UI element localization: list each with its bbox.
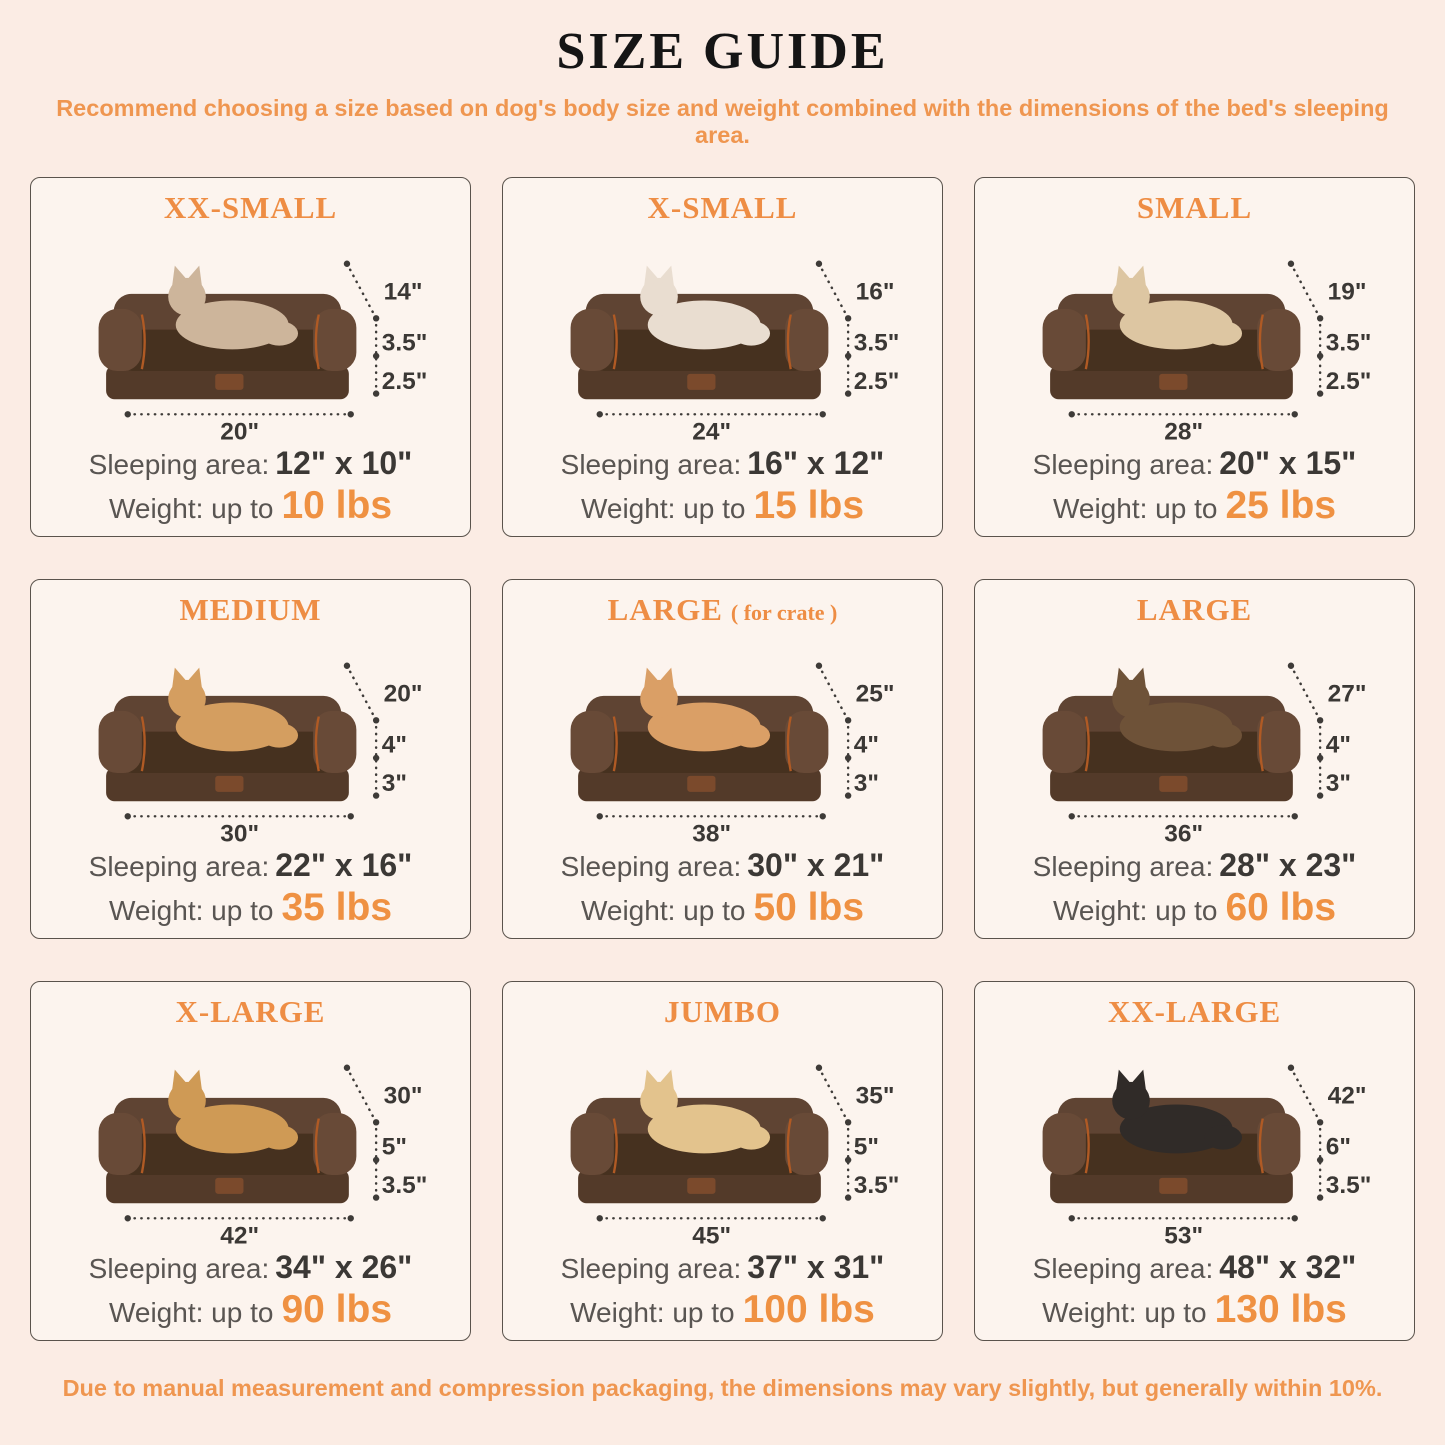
size-card — [30, 579, 471, 939]
dim-diagonal-line — [818, 264, 847, 319]
weight-value: 50 lbs — [753, 886, 865, 930]
pet-hindquarters — [1204, 1125, 1242, 1149]
dog-bed-illustration — [44, 228, 458, 443]
pet-hindquarters — [732, 723, 770, 747]
sleeping-area-line — [31, 847, 470, 884]
dim-diagonal-line — [1290, 666, 1319, 721]
dim-bed-width-label: 45" — [691, 1222, 731, 1247]
weight-value: 90 lbs — [281, 1288, 393, 1332]
dog-bed-illustration — [988, 228, 1402, 443]
sleeping-area-label: Sleeping area: — [560, 1252, 742, 1284]
dim-bed-width-label: 38" — [691, 820, 731, 845]
brand-patch — [687, 1178, 715, 1194]
dim-diagonal-line — [818, 1068, 847, 1123]
size-card — [502, 981, 943, 1341]
size-card — [974, 981, 1415, 1341]
weight-line — [31, 1287, 470, 1334]
bed-right-arm-bolster — [785, 711, 828, 773]
sleeping-area-line — [975, 847, 1414, 884]
sleeping-area-line — [975, 445, 1414, 482]
dim-base-height-label: 2.5" — [853, 367, 899, 395]
weight-line — [975, 885, 1414, 932]
size-name: XX-LARGE — [1107, 994, 1282, 1029]
dog-bed-illustration — [44, 1032, 458, 1247]
size-card — [30, 981, 471, 1341]
size-name: X-SMALL — [647, 190, 798, 225]
dim-bed-width-label: 30" — [219, 820, 259, 845]
weight-value: 25 lbs — [1225, 484, 1337, 528]
size-name: XX-SMALL — [163, 190, 338, 225]
size-name: SMALL — [1136, 190, 1253, 225]
weight-line — [975, 483, 1414, 530]
sleeping-area-value: 22" x 16" — [275, 846, 413, 883]
dog-bed-illustration — [988, 630, 1402, 845]
size-card — [502, 579, 943, 939]
size-card-title — [975, 592, 1414, 628]
sleeping-area-label: Sleeping area: — [1032, 1252, 1214, 1284]
weight-label: Weight: up to — [1052, 895, 1218, 927]
weight-label: Weight: up to — [580, 493, 746, 525]
dog-bed-illustration — [516, 630, 930, 845]
size-card-title — [31, 190, 470, 226]
dog-bed-illustration — [44, 630, 458, 845]
size-card — [974, 579, 1415, 939]
bed-right-arm-bolster — [1257, 309, 1300, 371]
dim-bed-height-label: 20" — [383, 680, 422, 708]
bed-right-arm-bolster — [1257, 711, 1300, 773]
dim-bed-height-label: 25" — [855, 680, 894, 708]
brand-patch — [1159, 776, 1187, 792]
dim-base-height-label: 3" — [853, 769, 879, 797]
sleeping-area-line — [503, 445, 942, 482]
size-card-title — [975, 190, 1414, 226]
page-footnote: Due to manual measurement and compression packaging, the dimensions may vary slightly, but generally within 10%. — [62, 1375, 1383, 1401]
weight-label: Weight: up to — [108, 493, 274, 525]
size-card — [974, 177, 1415, 537]
dim-bed-width-label: 42" — [219, 1222, 259, 1247]
dim-base-height-label: 3" — [1325, 769, 1351, 797]
bed-left-arm-bolster — [570, 711, 613, 773]
weight-label: Weight: up to — [580, 895, 746, 927]
dim-bolster-height-label: 3.5" — [853, 329, 899, 357]
pet-hindquarters — [260, 321, 298, 345]
bed-right-arm-bolster — [1257, 1113, 1300, 1175]
brand-patch — [687, 776, 715, 792]
bed-right-arm-bolster — [785, 1113, 828, 1175]
size-name: MEDIUM — [179, 592, 322, 627]
dim-base-height-label: 3.5" — [381, 1171, 427, 1199]
weight-value: 15 lbs — [753, 484, 865, 528]
size-name: LARGE — [607, 592, 723, 627]
dog-bed-illustration — [988, 1032, 1402, 1247]
size-card-title — [503, 994, 942, 1030]
bed-right-arm-bolster — [313, 1113, 356, 1175]
sleeping-area-line — [31, 445, 470, 482]
dog-bed-illustration — [516, 1032, 930, 1247]
pet-hindquarters — [732, 321, 770, 345]
weight-line — [503, 483, 942, 530]
brand-patch — [215, 776, 243, 792]
sleeping-area-label: Sleeping area: — [1032, 448, 1214, 480]
bed-left-arm-bolster — [98, 309, 141, 371]
size-card-title — [503, 592, 942, 628]
bed-left-arm-bolster — [1042, 309, 1085, 371]
size-card-title — [31, 592, 470, 628]
size-card-title — [975, 994, 1414, 1030]
dim-bolster-height-label: 4" — [1325, 731, 1351, 759]
sleeping-area-value: 30" x 21" — [747, 846, 885, 883]
dim-diagonal-line — [1290, 264, 1319, 319]
sleeping-area-label: Sleeping area: — [88, 448, 270, 480]
weight-label: Weight: up to — [570, 1297, 735, 1329]
brand-patch — [215, 1178, 243, 1194]
dim-bed-height-label: 42" — [1327, 1082, 1366, 1110]
sleeping-area-label: Sleeping area: — [88, 850, 270, 882]
weight-line — [975, 1287, 1414, 1334]
dim-bolster-height-label: 6" — [1325, 1133, 1351, 1161]
dim-base-height-label: 3.5" — [1325, 1171, 1371, 1199]
weight-line — [503, 1287, 942, 1334]
size-name-suffix: ( for crate ) — [730, 600, 838, 625]
page-subtitle: Recommend choosing a size based on dog's body size and weight combined with the dimensions of the bed's sleeping area. — [56, 95, 1389, 148]
weight-label: Weight: up to — [1042, 1297, 1207, 1329]
bed-left-arm-bolster — [98, 711, 141, 773]
dim-bed-width-label: 28" — [1163, 418, 1203, 443]
dim-diagonal-line — [346, 1068, 375, 1123]
sleeping-area-value: 34" x 26" — [275, 1248, 413, 1285]
dim-bed-height-label: 30" — [383, 1082, 422, 1110]
bed-left-arm-bolster — [98, 1113, 141, 1175]
brand-patch — [687, 374, 715, 390]
dim-diagonal-line — [346, 264, 375, 319]
page-title: SIZE GUIDE — [556, 23, 889, 80]
dim-bed-width-label: 20" — [219, 418, 259, 443]
sleeping-area-label: Sleeping area: — [560, 850, 742, 882]
bed-right-arm-bolster — [785, 309, 828, 371]
bed-left-arm-bolster — [1042, 711, 1085, 773]
dim-bed-width-label: 24" — [691, 418, 731, 443]
dim-bolster-height-label: 3.5" — [1325, 329, 1371, 357]
dim-base-height-label: 3.5" — [853, 1171, 899, 1199]
weight-value: 60 lbs — [1225, 886, 1337, 930]
dim-base-height-label: 2.5" — [1325, 367, 1371, 395]
dim-bed-width-label: 53" — [1163, 1222, 1203, 1247]
weight-value: 100 lbs — [742, 1288, 875, 1332]
sleeping-area-value: 16" x 12" — [747, 444, 885, 481]
pet-hindquarters — [732, 1125, 770, 1149]
sleeping-area-value: 20" x 15" — [1219, 444, 1357, 481]
size-name: LARGE — [1136, 592, 1253, 627]
dim-bed-height-label: 27" — [1327, 680, 1366, 708]
pet-hindquarters — [260, 723, 298, 747]
weight-label: Weight: up to — [108, 895, 274, 927]
sleeping-area-value: 28" x 23" — [1219, 846, 1357, 883]
dim-bolster-height-label: 5" — [381, 1133, 407, 1161]
weight-value: 130 lbs — [1214, 1288, 1347, 1332]
size-card — [502, 177, 943, 537]
dim-bolster-height-label: 5" — [853, 1133, 879, 1161]
bed-left-arm-bolster — [570, 1113, 613, 1175]
bed-left-arm-bolster — [570, 309, 613, 371]
weight-value: 10 lbs — [281, 484, 393, 528]
weight-line — [503, 885, 942, 932]
sleeping-area-value: 12" x 10" — [275, 444, 413, 481]
dim-bolster-height-label: 4" — [853, 731, 879, 759]
dim-bed-height-label: 16" — [855, 278, 894, 306]
size-name: X-LARGE — [175, 994, 326, 1029]
sleeping-area-line — [503, 847, 942, 884]
brand-patch — [215, 374, 243, 390]
dim-bed-height-label: 14" — [383, 278, 422, 306]
bed-right-arm-bolster — [313, 309, 356, 371]
dim-diagonal-line — [346, 666, 375, 721]
size-cards-grid — [30, 177, 1415, 1341]
bed-right-arm-bolster — [313, 711, 356, 773]
brand-patch — [1159, 1178, 1187, 1194]
dim-diagonal-line — [818, 666, 847, 721]
pet-hindquarters — [1204, 723, 1242, 747]
sleeping-area-label: Sleeping area: — [1032, 850, 1214, 882]
dog-bed-illustration — [516, 228, 930, 443]
weight-label: Weight: up to — [108, 1297, 274, 1329]
dim-bed-width-label: 36" — [1163, 820, 1203, 845]
sleeping-area-value: 48" x 32" — [1219, 1248, 1357, 1285]
weight-line — [31, 885, 470, 932]
weight-label: Weight: up to — [1052, 493, 1218, 525]
sleeping-area-label: Sleeping area: — [560, 448, 742, 480]
sleeping-area-label: Sleeping area: — [88, 1252, 270, 1284]
dim-bed-height-label: 35" — [855, 1082, 894, 1110]
dim-diagonal-line — [1290, 1068, 1319, 1123]
size-card — [30, 177, 471, 537]
bed-left-arm-bolster — [1042, 1113, 1085, 1175]
pet-hindquarters — [260, 1125, 298, 1149]
sleeping-area-line — [975, 1249, 1414, 1286]
size-card-title — [31, 994, 470, 1030]
sleeping-area-line — [31, 1249, 470, 1286]
size-name: JUMBO — [664, 994, 781, 1029]
pet-hindquarters — [1204, 321, 1242, 345]
dim-bolster-height-label: 4" — [381, 731, 407, 759]
sleeping-area-line — [503, 1249, 942, 1286]
weight-value: 35 lbs — [281, 886, 393, 930]
dim-base-height-label: 2.5" — [381, 367, 427, 395]
dim-bed-height-label: 19" — [1327, 278, 1366, 306]
weight-line — [31, 483, 470, 530]
sleeping-area-value: 37" x 31" — [747, 1248, 885, 1285]
dim-bolster-height-label: 3.5" — [381, 329, 427, 357]
brand-patch — [1159, 374, 1187, 390]
size-card-title — [503, 190, 942, 226]
dim-base-height-label: 3" — [381, 769, 407, 797]
